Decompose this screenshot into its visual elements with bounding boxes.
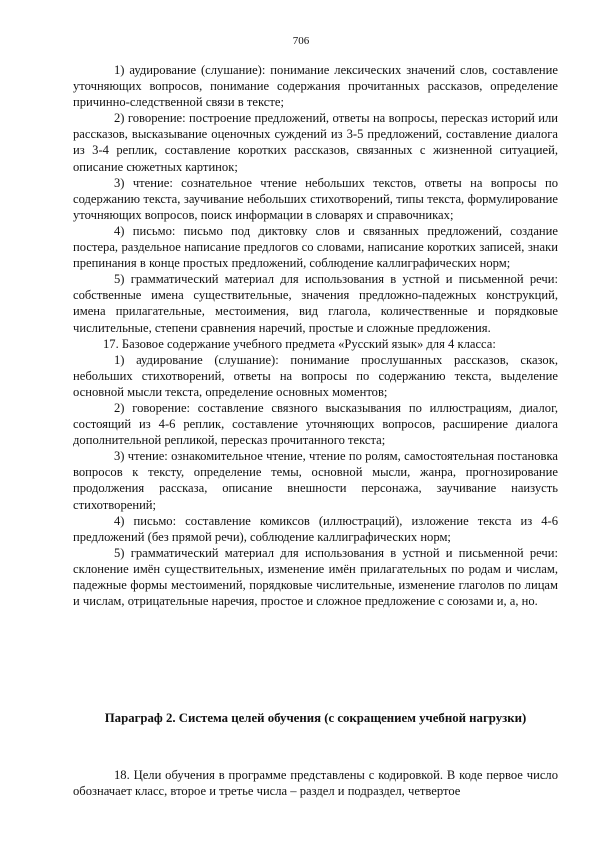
paragraph-grammar-3: 5) грамматический материал для использования в устной и письменной речи: собственные имена существительные, значения предложно-падежных конструкций, имена прилагательные, местоимения, вид глагола, количественные и порядковые числительные, степени сравнения наречий, простые и сложные предложения.	[73, 272, 558, 335]
paragraph-reading-4: 3) чтение: ознакомительное чтение, чтение по ролям, самостоятельная постановка вопросов к тексту, определение темы, основной мысли, жанра, прогнозирование продолжения рассказа, описание внешности персонажа, заучивание наизусть стихотворений;	[73, 449, 558, 512]
paragraph-listening-4: 1) аудирование (слушание): понимание прослушанных рассказов, сказок, небольших стихотворений, ответы на вопросы по содержанию текста, выделение основной мысли текста, определение основных моментов;	[73, 352, 558, 399]
paragraph-listening-3: 1) аудирование (слушание): понимание лексических значений слов, составление уточняющих вопросов, понимание содержания прочитанных рассказов, определение причинно-следственной связи в тексте;	[73, 63, 558, 110]
section-heading: Параграф 2. Система целей обучения (с сокращением учебной нагрузки)	[104, 711, 527, 725]
body-text	[73, 62, 558, 609]
paragraph-speaking-3: 2) говорение: построение предложений, ответы на вопросы, пересказ историй или рассказов, высказывание оценочных суждений из 3-5 предложений, составление диалога из 3-4 реплик, составление коротких рассказов, связанных с жизненной ситуацией, описание сюжетных картинок;	[73, 111, 558, 174]
paragraph-section-17: 17. Базовое содержание учебного предмета «Русский язык» для 4 класса:	[103, 336, 496, 351]
paragraph-section-18: 18. Цели обучения в программе представлены с кодировкой. В коде первое число обозначает класс, второе и третье числа – раздел и подраздел, четвертое	[73, 768, 558, 799]
paragraph-writing-3: 4) письмо: письмо под диктовку слов и связанных предложений, создание постера, раздельное написание предлогов со словами, написание коротких записей, знаки препинания в конце простых предложений, соблюдение каллиграфических норм;	[73, 223, 558, 271]
paragraph-writing-4: 4) письмо: составление комиксов (иллюстраций), изложение текста из 4-6 предложений (без прямой речи), соблюдение каллиграфических норм;	[73, 513, 558, 544]
tail-text	[73, 767, 558, 799]
paragraph-grammar-4: 5) грамматический материал для использования в устной и письменной речи: склонение имён существительных, изменение имён прилагательных по родам и числам, падежные формы местоимений, порядковые числительные, изменение глаголов по лицам и числам, отрицательные наречия, простое и сложное предложение с союзами и, а, но.	[73, 545, 558, 609]
paragraph-reading-3: 3) чтение: сознательное чтение небольших текстов, ответы на вопросы по содержанию текста, заучивание небольших стихотворений, типы текста, формулирование уточняющих вопросов, поиск информации в словарях и справочниках;	[73, 175, 558, 222]
paragraph-speaking-4: 2) говорение: составление связного высказывания по иллюстрациям, диалог, состоящий из 4-6 реплик, составление уточняющих вопросов, расширение диалога дополнительной репликой, пересказ прочитанного текста;	[73, 400, 558, 448]
page-number: 706	[292, 35, 310, 47]
